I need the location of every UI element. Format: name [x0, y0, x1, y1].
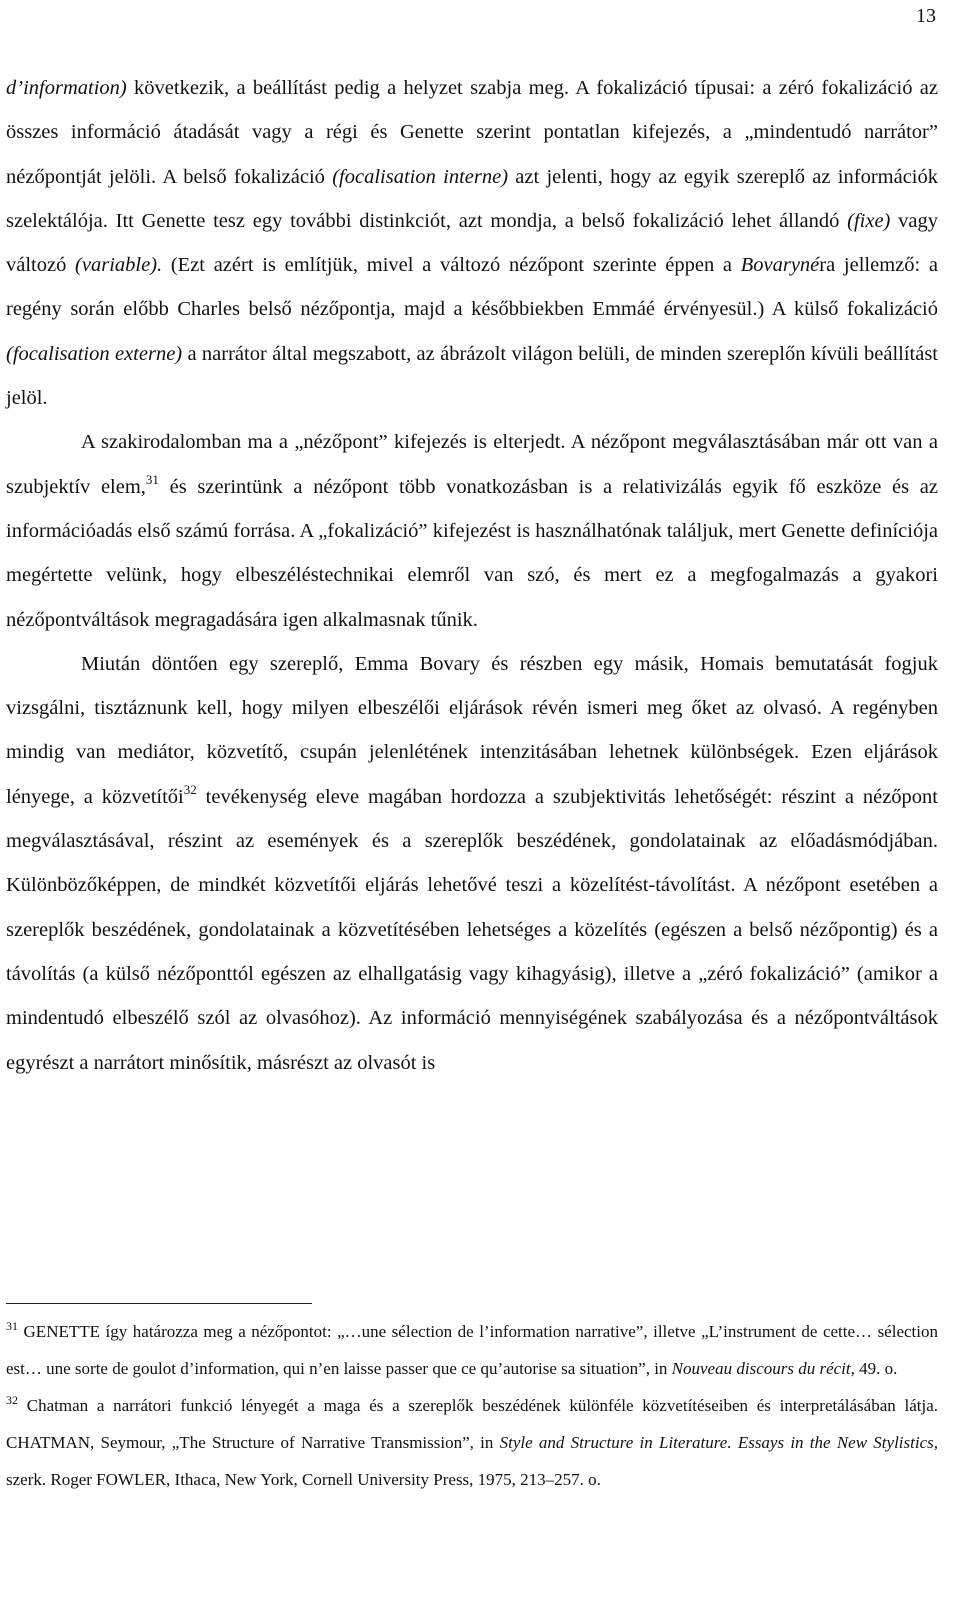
- italic-span: (variable).: [75, 254, 163, 277]
- footnote-number: 32: [6, 1393, 18, 1407]
- footnote-32: [6, 1387, 938, 1498]
- page-number: 13: [916, 5, 936, 27]
- text-span: 49. o.: [854, 1359, 898, 1378]
- text-span: Miután döntően egy szereplő, Emma Bovary és részben egy másik, Homais bemutatását fogjuk vizsgálni, tisztáznunk kell, hogy milyen elbeszélői eljárások révén ismeri meg őket az olvasó. A regényben mindig van mediátor, közvetítő, csupán jelenlétének intenzitásában lehetnek különbségek. Ezen eljárások lényege, a közvetítői: [6, 652, 938, 808]
- footnotes: [6, 1313, 938, 1498]
- italic-span: (focalisation externe): [6, 342, 183, 365]
- text-span: GENETTE így határozza meg a nézőpontot: „…une sélection de l’information narrative”, illetve „L’instrument de cette… sélection est… une sorte de goulot d’information, qui n’en laisse passer que ce qu’autorise sa situation”, in: [6, 1322, 938, 1378]
- paragraph-1: [6, 66, 938, 420]
- footnote-separator: [6, 1303, 312, 1304]
- text-span: Chatman a narrátori funkció lényegét a maga és a szereplők beszédének különféle közvetítéseiben és interpretálásában látja. CHATMAN, Seymour, „The Structure of Narrative Transmission”, in: [6, 1396, 938, 1452]
- text-span: szerk. Roger FOWLER, Ithaca, New York, Cornell University Press, 1975, 213–257. o.: [6, 1470, 601, 1489]
- italic-span: Style and Structure in Literature. Essays in the New Stylistics,: [499, 1433, 938, 1452]
- text-span: vagy változó: [6, 209, 938, 277]
- text-span: a narrátor által megszabott, az ábrázolt világon belüli, de minden szereplőn kívüli beállítást jelöl.: [6, 342, 939, 410]
- italic-span: d’information): [6, 77, 127, 99]
- text-span: A szakirodalomban ma a „nézőpont” kifejezés is elterjedt. A nézőpont megválasztásában már ott van a szubjektív elem,: [6, 431, 938, 498]
- italic-span: (focalisation interne): [332, 165, 509, 188]
- italic-span: (fixe): [847, 209, 891, 232]
- text-span: ra jellemző: a regény során előbb Charles belső nézőpontja, majd a későbbiekben Emmáé érvényesül.) A külső fokalizáció: [6, 254, 938, 321]
- footnote-31: [6, 1313, 938, 1387]
- text-span: és szerintünk a nézőpont több vonatkozásban is a relativizálás egyik fő eszköze és az információadás első számú forrása. A „fokalizáció” kifejezést is használhatónak találjuk, mert Genette definíciója megértette velünk, hogy elbeszéléstechnikai elemről van szó, és mert ez a megfogalmazás a gyakori nézőpontváltások megragadására igen alkalmasnak tűnik.: [6, 475, 939, 631]
- paragraph-2: [6, 420, 938, 641]
- paragraph-3: [6, 642, 938, 1085]
- footnote-number: 31: [6, 1319, 18, 1333]
- footnote-ref-31[interactable]: 31: [145, 471, 159, 487]
- text-span: (Ezt azért is említjük, mivel a változó nézőpont szerinte éppen a: [162, 254, 741, 277]
- body-text: [6, 66, 938, 1085]
- italic-span: Nouveau discours du récit,: [671, 1359, 855, 1378]
- text-span: következik, a beállítást pedig a helyzet szabja meg. A fokalizáció típusai: a zéró fokalizáció az összes információ átadását vagy a régi és Genette szerint pontatlan kifejezés, a „mindentudó narrátor” nézőpontját jelöli. A belső fokalizáció: [6, 77, 938, 188]
- italic-span: Bovaryné: [740, 254, 820, 277]
- text-span: azt jelenti, hogy az egyik szereplő az információk szelektálója. Itt Genette tesz egy további distinkciót, azt mondja, a belső fokalizáció lehet állandó: [6, 165, 938, 232]
- text-span: tevékenység eleve magában hordozza a szubjektivitás lehetőségét: részint a nézőpont megválasztásával, részint az események és a szereplők beszédének, gondolatainak az előadásmódjában. Különbözőképpen, de mindkét közvetítői eljárás lehetővé teszi a közelítést-távolítást. A nézőpont esetében a szereplők beszédének, gondolatainak a közvetítésében lehetséges a közelítés (egészen a belső nézőpontig) és a távolítás (a külső nézőponttól egészen az elhallgatásig vagy kihagyásig), illetve a „zéró fokalizáció” (amikor a mindentudó elbeszélő szól az olvasóhoz). Az információ mennyiségének szabályozása és a nézőpontváltások egyrészt a narrátort minősítik, másrészt az olvasót is: [6, 785, 939, 1074]
- footnote-ref-32[interactable]: 32: [183, 781, 197, 797]
